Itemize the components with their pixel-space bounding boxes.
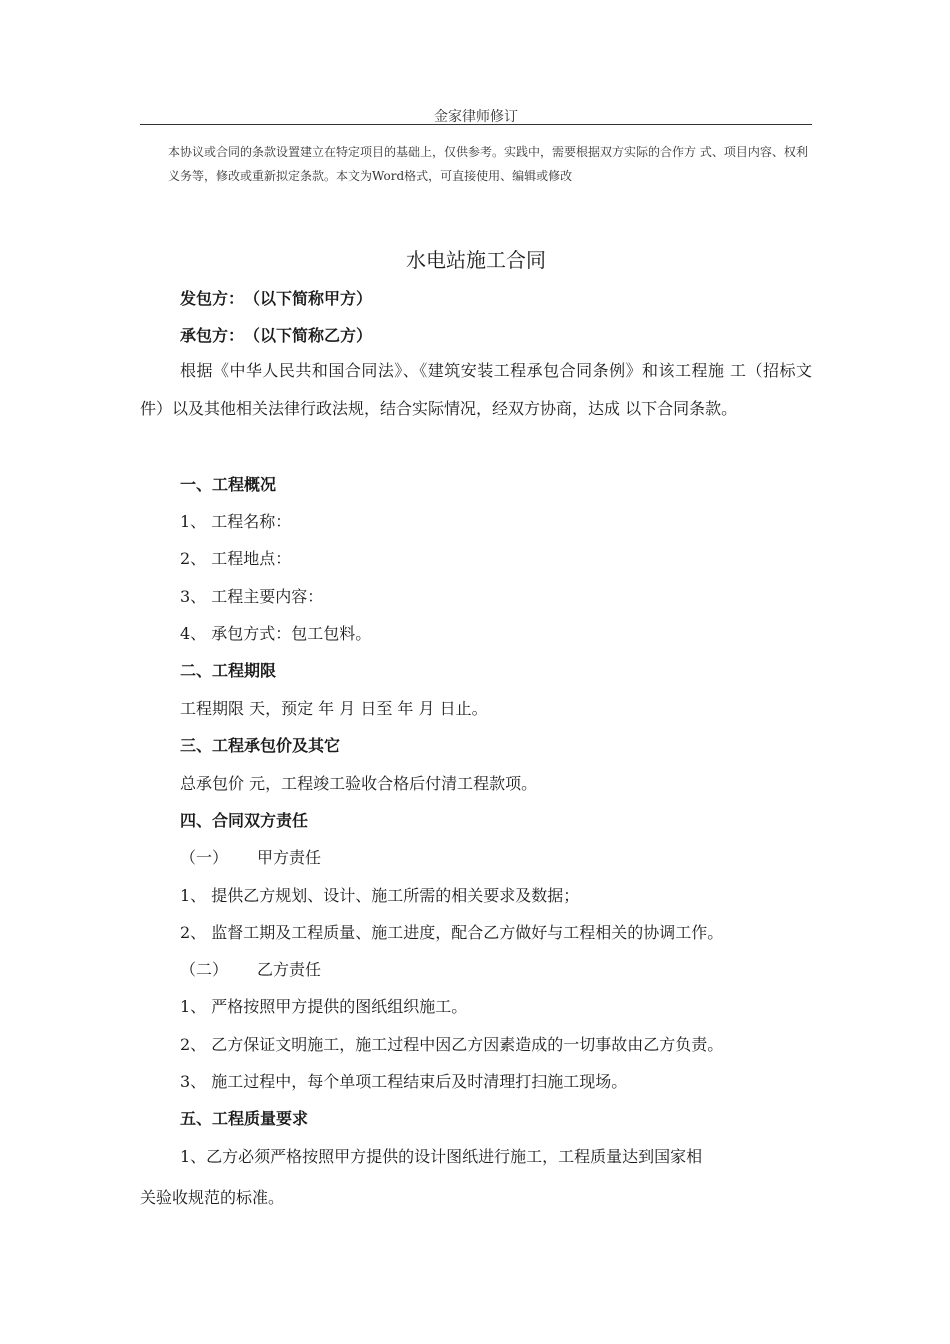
section-4-heading: 四、合同双方责任 [180,811,309,830]
section-1-heading: 一、工程概况 [180,475,277,494]
section-5-heading: 五、工程质量要求 [180,1109,309,1128]
subsection-b-item-1: 1、 严格按照甲方提供的图纸组织施工。 [180,997,468,1016]
subsection-a-title: 甲方责任 [257,848,322,867]
section-1-item-1: 1、 工程名称： [180,512,292,531]
section-1-item-3: 3、 工程主要内容： [180,587,324,606]
header-title: 金家律师修订 [434,109,518,125]
section-5-item-1-line-1: 1、乙方必须严格按照甲方提供的设计图纸进行施工，工程质量达到国家相 [180,1147,703,1166]
preamble-paragraph: 根据《中华人民共和国合同法》、《建筑安装工程承包合同条例》和该工程施 工（招标文件）以及其他相关法律行政法规，结合实际情况，经双方协商，达成 以下合同条款。 [140,361,812,418]
header-rule [140,124,812,125]
document-title: 水电站施工合同 [406,248,546,272]
subsection-a-item-2: 2、 监督工期及工程质量、施工进度，配合乙方做好与工程相关的协调工作。 [180,923,724,942]
party-a-line: 发包方： （以下简称甲方） [180,289,373,308]
subsection-b-number: （二） [180,960,229,979]
subsection-b-title: 乙方责任 [257,960,322,979]
section-2-heading: 二、工程期限 [180,661,277,680]
disclaimer-text: 本协议或合同的条款设置建立在特定项目的基础上，仅供参考。实践中，需要根据双方实际的合作方 式、项目内容、权利义务等，修改或重新拟定条款。本文为Word格式，可直接使用、编辑或修改 [168,145,808,183]
section-5-item-1-line-2: 关验收规范的标准。 [140,1188,285,1207]
section-2-text: 工程期限 天，预定 年 月 日至 年 月 日止。 [180,699,488,718]
subsection-a-number: （一） [180,848,229,867]
subsection-a-item-1: 1、 提供乙方规划、设计、施工所需的相关要求及数据； [180,886,580,905]
subsection-b-item-2: 2、 乙方保证文明施工，施工过程中因乙方因素造成的一切事故由乙方负责。 [180,1035,724,1054]
section-3-text: 总承包价 元，工程竣工验收合格后付清工程款项。 [180,774,538,793]
section-1-item-4: 4、 承包方式：包工包料。 [180,624,372,643]
section-3-heading: 三、工程承包价及其它 [180,736,341,755]
section-1-item-2: 2、 工程地点： [180,549,292,568]
subsection-b-item-3: 3、 施工过程中，每个单项工程结束后及时清理打扫施工现场。 [180,1072,628,1091]
party-b-line: 承包方： （以下简称乙方） [180,326,373,345]
